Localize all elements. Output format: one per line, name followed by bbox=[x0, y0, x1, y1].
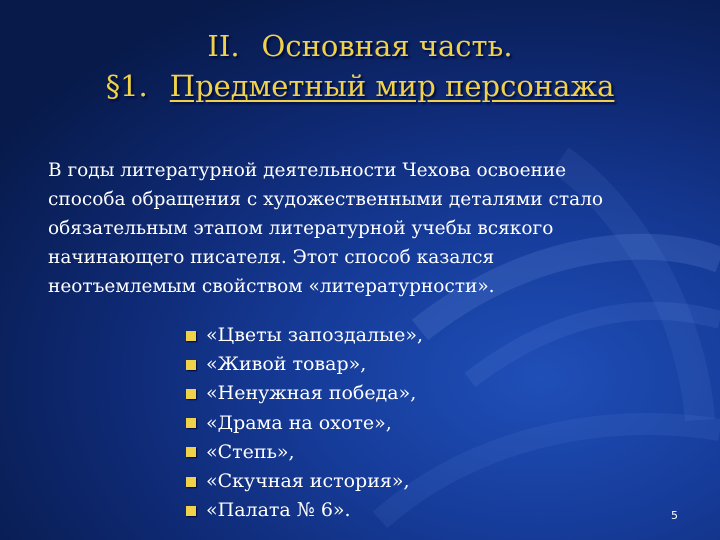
square-bullet-icon bbox=[186, 331, 196, 341]
square-bullet-icon bbox=[186, 389, 196, 399]
square-bullet-icon bbox=[186, 506, 196, 516]
intro-line: начинающего писателя. Этот способ казался bbox=[48, 247, 495, 268]
intro-line: неотъемлемым свойством «литературности». bbox=[48, 276, 495, 297]
list-item bbox=[186, 379, 423, 408]
works-list bbox=[186, 321, 423, 525]
title-line-2 bbox=[0, 66, 720, 106]
square-bullet-icon bbox=[186, 360, 196, 370]
paragraph-number: §1. bbox=[105, 69, 148, 103]
work-title: «Степь», bbox=[206, 440, 295, 463]
section-number: II. bbox=[207, 29, 240, 63]
work-title: «Живой товар», bbox=[206, 353, 367, 376]
intro-paragraph bbox=[48, 156, 688, 301]
list-item bbox=[186, 496, 423, 525]
section-title: Основная часть. bbox=[261, 29, 513, 63]
work-title: «Драма на охоте», bbox=[206, 411, 392, 434]
work-title: «Скучная история», bbox=[206, 470, 410, 493]
square-bullet-icon bbox=[186, 418, 196, 428]
title-line-1 bbox=[0, 26, 720, 66]
list-item bbox=[186, 409, 423, 438]
list-item bbox=[186, 438, 423, 467]
page-number: 5 bbox=[671, 509, 678, 522]
work-title: «Палата № 6». bbox=[206, 499, 351, 522]
intro-line: способа обращения с художественными деталями стало bbox=[48, 189, 604, 210]
square-bullet-icon bbox=[186, 447, 196, 457]
work-title: «Цветы запоздалые», bbox=[206, 324, 424, 346]
square-bullet-icon bbox=[186, 477, 196, 487]
work-title: «Ненужная победа», bbox=[206, 382, 417, 405]
slide-title bbox=[0, 26, 720, 106]
list-item bbox=[186, 350, 423, 379]
paragraph-title: Предметный мир персонажа bbox=[169, 69, 615, 103]
intro-line: обязательным этапом литературной учебы всякого bbox=[48, 218, 554, 239]
intro-line: В годы литературной деятельности Чехова освоение bbox=[48, 160, 567, 181]
list-item bbox=[186, 321, 423, 350]
list-item bbox=[186, 467, 423, 496]
